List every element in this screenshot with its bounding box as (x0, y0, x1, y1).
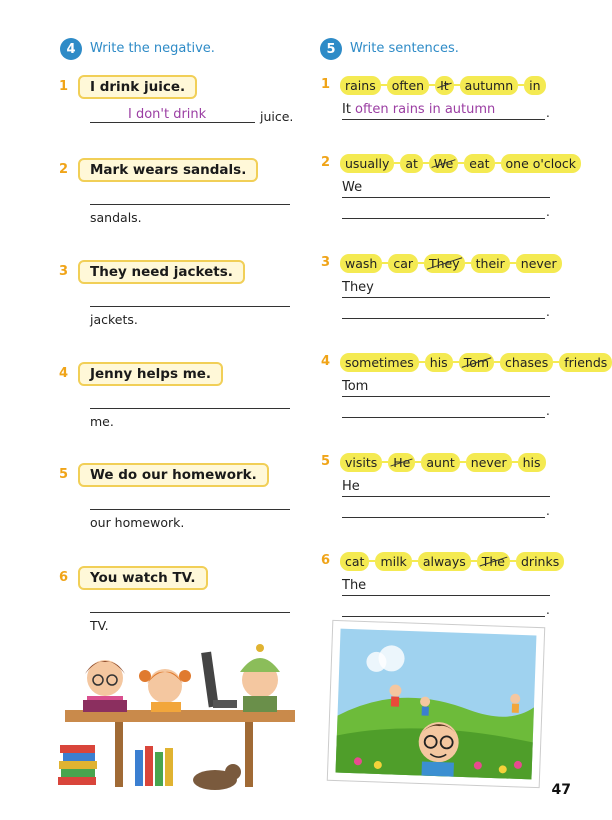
chip-connector (381, 84, 387, 86)
chip-connector (412, 560, 418, 562)
word-chip: his (425, 353, 453, 372)
word-chip: rains (340, 76, 381, 95)
sentence-box: I drink juice. (78, 75, 197, 99)
full-stop: . (546, 603, 550, 617)
word-chip: always (418, 552, 471, 571)
sentence-tail: juice. (260, 109, 294, 124)
word-chip: cat (340, 552, 369, 571)
word-chip-crossed: Tom (459, 353, 494, 372)
right-item-number: 1 (321, 77, 331, 92)
word-chip: eat (464, 154, 494, 173)
sentence-box: You watch TV. (78, 566, 208, 590)
word-chips (340, 74, 546, 96)
sentence-box: They need jackets. (78, 260, 245, 284)
sentence-start: Tom (342, 379, 369, 394)
answer-line[interactable] (342, 197, 550, 198)
chip-connector (419, 361, 425, 363)
chip-connector (460, 461, 466, 463)
exercise-4-number: 4 (60, 38, 82, 60)
word-chips (340, 252, 562, 274)
full-stop: . (546, 205, 550, 219)
word-chip: friends (559, 353, 612, 372)
left-item-number: 2 (59, 162, 69, 177)
sentence-start: He (342, 479, 360, 494)
full-stop: . (546, 305, 550, 319)
sentence-tail: TV. (90, 618, 109, 633)
answer-line[interactable] (342, 318, 545, 319)
answer-line[interactable] (342, 218, 545, 219)
sentence-tail: sandals. (90, 210, 142, 225)
chip-connector (510, 262, 516, 264)
example-answer: often rains in autumn (355, 102, 496, 117)
sentence-start: It (342, 102, 351, 117)
word-chip: wash (340, 254, 382, 273)
chip-connector (471, 560, 477, 562)
word-chip: usually (340, 154, 394, 173)
word-chip: in (524, 76, 545, 95)
word-chip: never (516, 254, 562, 273)
word-chip: often (387, 76, 429, 95)
answer-line[interactable] (90, 509, 290, 510)
answer-line[interactable] (342, 595, 550, 596)
exercise-4-title: Write the negative. (90, 41, 215, 56)
answer-line[interactable] (342, 496, 550, 497)
word-chips (340, 152, 581, 174)
sentence-box: We do our homework. (78, 463, 269, 487)
page-number: 47 (551, 782, 571, 798)
chip-connector (495, 162, 501, 164)
left-item-number: 5 (59, 467, 69, 482)
sentence-start: We (342, 180, 363, 195)
word-chip: milk (375, 552, 411, 571)
answer-line[interactable] (90, 204, 290, 205)
word-chip-crossed: We (429, 154, 458, 173)
sentence-tail: me. (90, 414, 114, 429)
word-chip: autumn (460, 76, 519, 95)
left-item-number: 6 (59, 570, 69, 585)
answer-line[interactable] (90, 612, 290, 613)
right-item-number: 4 (321, 354, 331, 369)
word-chip-crossed: The (477, 552, 510, 571)
left-item-number: 1 (59, 79, 69, 94)
chip-connector (512, 461, 518, 463)
children-illustration (55, 640, 305, 800)
exercise-5-title: Write sentences. (350, 41, 459, 56)
right-item-number: 6 (321, 553, 331, 568)
word-chip: chases (500, 353, 553, 372)
example-answer: I don't drink (128, 107, 207, 122)
word-chips (340, 451, 546, 473)
right-item-number: 3 (321, 255, 331, 270)
answer-line[interactable] (342, 417, 545, 418)
full-stop: . (546, 106, 550, 120)
word-chip: at (400, 154, 423, 173)
sentence-start: They (342, 280, 374, 295)
word-chip: their (471, 254, 510, 273)
sentence-tail: our homework. (90, 515, 185, 530)
word-chip: his (518, 453, 546, 472)
word-chip-crossed: It (435, 76, 454, 95)
answer-line[interactable] (342, 616, 545, 617)
full-stop: . (546, 404, 550, 418)
exercise-5-number: 5 (320, 38, 342, 60)
answer-line[interactable] (342, 119, 545, 120)
word-chips (340, 351, 612, 373)
landscape-photo (327, 620, 544, 787)
sentence-tail: jackets. (90, 312, 138, 327)
word-chip: visits (340, 453, 382, 472)
answer-line[interactable] (90, 408, 290, 409)
sentence-box: Mark wears sandals. (78, 158, 258, 182)
word-chip: car (388, 254, 418, 273)
chip-connector (453, 361, 459, 363)
answer-line[interactable] (342, 396, 550, 397)
word-chip: aunt (421, 453, 459, 472)
word-chip-crossed: He (388, 453, 415, 472)
right-item-number: 2 (321, 155, 331, 170)
answer-line[interactable] (342, 517, 545, 518)
word-chip: never (466, 453, 512, 472)
sentence-box: Jenny helps me. (78, 362, 223, 386)
chip-connector (454, 84, 460, 86)
answer-line[interactable] (90, 122, 255, 123)
left-item-number: 4 (59, 366, 69, 381)
full-stop: . (546, 504, 550, 518)
sentence-start: The (342, 578, 367, 593)
answer-line[interactable] (90, 306, 290, 307)
word-chip: sometimes (340, 353, 419, 372)
word-chip-crossed: They (424, 254, 465, 273)
word-chip: drinks (516, 552, 564, 571)
word-chip: one o'clock (501, 154, 581, 173)
word-chips (340, 550, 564, 572)
answer-line[interactable] (342, 297, 550, 298)
left-item-number: 3 (59, 264, 69, 279)
right-item-number: 5 (321, 454, 331, 469)
chip-connector (465, 262, 471, 264)
